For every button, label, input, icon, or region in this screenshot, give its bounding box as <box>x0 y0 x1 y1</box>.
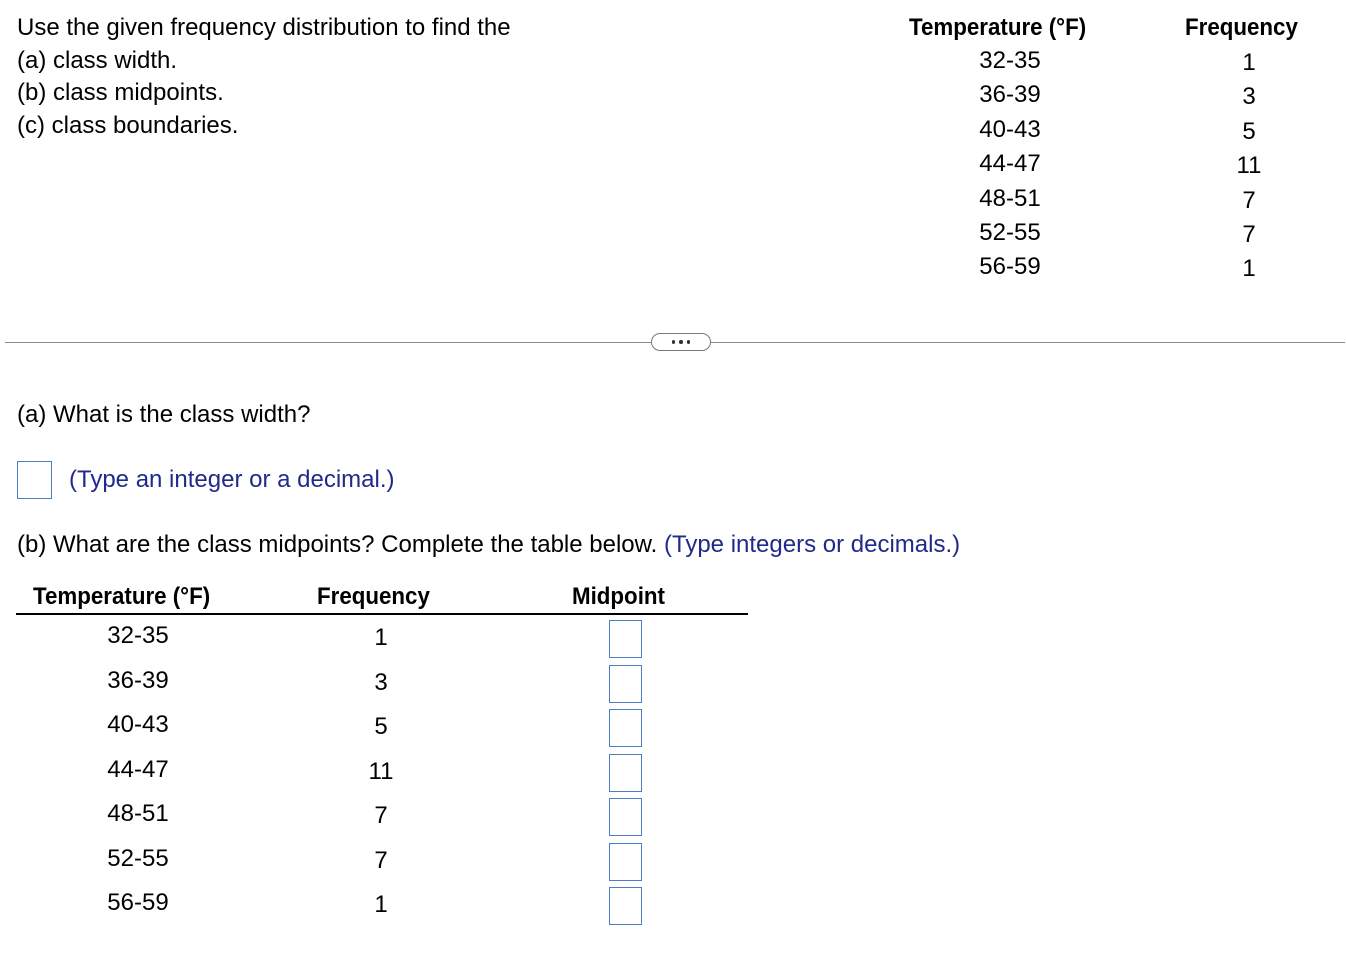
given-row-frequency: 3 <box>1242 83 1256 111</box>
midpoint-row-frequency: 5 <box>374 713 388 740</box>
problem-statement <box>17 12 511 142</box>
dot-icon <box>687 340 691 344</box>
midpoint-row-frequency: 7 <box>374 846 388 874</box>
dot-icon <box>679 340 683 344</box>
midpoint-row-frequency: 7 <box>374 802 388 829</box>
given-row-temperature: 36-39 <box>979 81 1041 109</box>
midpoint-input[interactable] <box>609 620 642 658</box>
midpoint-row-temperature: 40-43 <box>107 711 169 738</box>
intro-line-1: Use the given frequency distribution to find the <box>17 14 511 41</box>
part-b-hint: (Type integers or decimals.) <box>664 531 961 558</box>
midpoint-header-frequency: Frequency <box>317 583 430 610</box>
given-row-temperature: 40-43 <box>979 115 1041 143</box>
part-b-question: (b) What are the class midpoints? Complete the table below. <box>17 531 658 558</box>
intro-line-3: (b) class midpoints. <box>17 79 224 106</box>
given-row-temperature: 56-59 <box>979 253 1041 281</box>
midpoint-row-frequency: 1 <box>374 891 388 918</box>
part-b-question-line <box>17 531 960 559</box>
midpoint-row-temperature: 56-59 <box>107 889 169 916</box>
midpoint-row-temperature: 32-35 <box>107 622 169 649</box>
part-a-question: (a) What is the class width? <box>17 401 311 428</box>
midpoint-header-temperature: Temperature (°F) <box>33 583 211 610</box>
given-row-frequency: 5 <box>1242 117 1256 145</box>
intro-line-2: (a) class width. <box>17 46 178 74</box>
given-row-temperature: 52-55 <box>979 219 1041 246</box>
midpoint-row-temperature: 48-51 <box>107 800 169 827</box>
midpoint-input[interactable] <box>609 709 642 747</box>
midpoint-row-temperature: 36-39 <box>107 666 169 694</box>
midpoint-row-frequency: 11 <box>368 757 394 785</box>
midpoint-input[interactable] <box>609 754 642 792</box>
midpoint-row-frequency: 1 <box>374 624 388 651</box>
given-row-temperature: 44-47 <box>979 150 1041 178</box>
midpoint-input[interactable] <box>609 665 642 703</box>
intro-line-4: (c) class boundaries. <box>17 111 239 139</box>
given-header-temperature: Temperature (°F) <box>909 14 1087 41</box>
table-header-rule <box>16 613 748 615</box>
given-row-temperature: 48-51 <box>979 184 1041 212</box>
midpoint-row-temperature: 44-47 <box>107 755 169 783</box>
midpoint-header-midpoint: Midpoint <box>572 583 665 610</box>
class-width-input[interactable] <box>17 461 52 499</box>
expand-more-button[interactable] <box>651 333 711 351</box>
given-row-frequency: 1 <box>1242 49 1256 76</box>
given-row-frequency: 7 <box>1242 221 1256 248</box>
given-row-frequency: 7 <box>1242 186 1256 214</box>
midpoint-row-frequency: 3 <box>374 668 388 696</box>
part-a-hint: (Type an integer or a decimal.) <box>69 466 395 493</box>
midpoint-input[interactable] <box>609 843 642 881</box>
dot-icon <box>672 340 676 344</box>
given-row-frequency: 1 <box>1242 255 1256 283</box>
given-header-frequency: Frequency <box>1185 14 1298 41</box>
given-row-temperature: 32-35 <box>979 47 1041 74</box>
given-row-frequency: 11 <box>1236 152 1262 180</box>
midpoint-input[interactable] <box>609 798 642 836</box>
midpoint-row-temperature: 52-55 <box>107 844 169 872</box>
midpoint-input[interactable] <box>609 887 642 925</box>
